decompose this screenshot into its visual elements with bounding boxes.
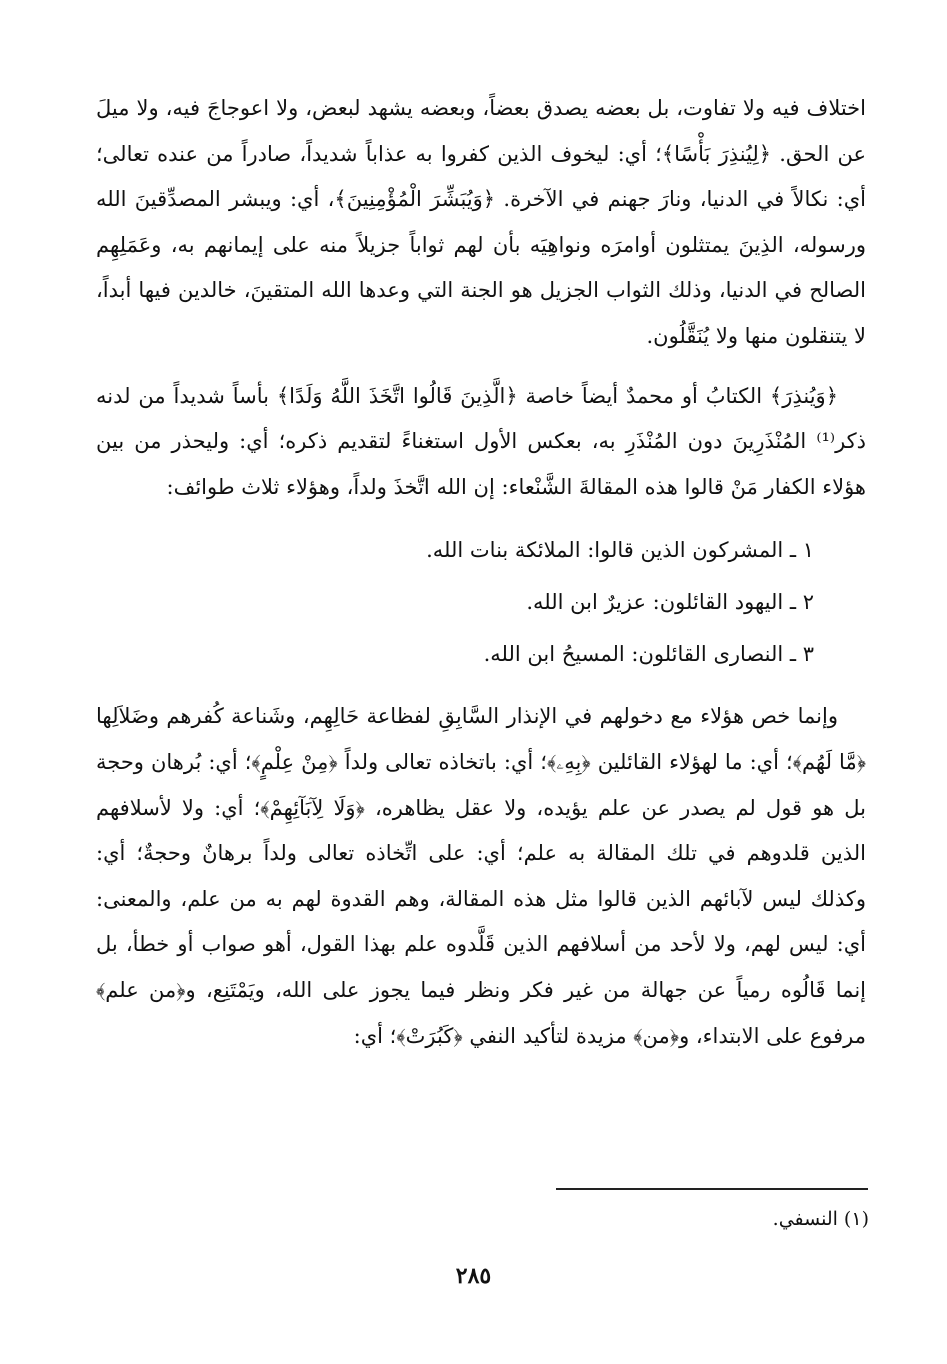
footnote: (١) النسفي. <box>772 1208 869 1230</box>
paragraph-2: ﴿وَيُنذِرَ﴾ الكتابُ أو محمدٌ أيضاً خاصة ﴿الَّذِينَ قَالُوا اتَّخَذَ اللَّهُ وَلَدًا﴾ بأساً شديداً من لدنه ذكر⁽¹⁾ المُنْذَرِينَ دون المُنْذَرِ به، بعكس الأول استغناءً لتقديم ذكره؛ أي: وليحذر من بين هؤلاء الكفار مَنْ قالوا هذه المقالةَ الشَّنْعاء: إن الله اتَّخذَ ولداً، وهؤلاء ثلاث طوائف: <box>96 383 866 499</box>
list-item: ١ ـ المشركون الذين قالوا: الملائكة بنات الله. <box>426 538 814 563</box>
footnote-divider <box>556 1188 868 1190</box>
list-item: ٣ ـ النصارى القائلون: المسيحُ ابن الله. <box>483 642 814 667</box>
paragraph-1: اختلاف فيه ولا تفاوت، بل بعضه يصدق بعضاً، وبعضه يشهد لبعض، ولا اعوجاجَ فيه، ولا ميلَ عن الحق. ﴿لِيُنذِرَ بَأْسًا﴾؛ أي: ليخوف الذين كفروا به عذاباً شديداً، صادراً من عنده تعالى؛ أي: نكالاً في الدنيا، ونارَ جهنم في الآخرة. ﴿وَيُبَشِّرَ الْمُؤْمِنِينَ﴾، أي: ويبشر المصدِّقينَ الله ورسوله، الذِينَ يمتثلون أوامرَه ونواهِيَه بأن لهم ثواباً جزيلاً منه على إيمانهم به، وعَمَلِهِم الصالح في الدنيا، وذلك الثواب الجزيل هو الجنة التي وعدها الله المتقينَ، خالدين فيها أبداً، لا يتنقلون منها ولا يُنَقَّلُون. <box>96 96 866 348</box>
page-number: ٢٨٥ <box>455 1263 492 1289</box>
sects-list <box>96 524 866 680</box>
list-item: ٢ ـ اليهود القائلون: عزيرٌ ابن الله. <box>526 590 814 615</box>
paragraph-3: وإنما خص هؤلاء مع دخولهم في الإنذار السَّابِقِ لفظاعة حَالِهِم، وشَناعة كُفرهم وضَلاَلِها ﴿مَّا لَهُم﴾؛ أي: ما لهؤلاء القائلين ﴿بِهِۦ﴾؛ أي: باتخاذه تعالى ولداً ﴿مِنْ عِلْمٍ﴾؛ أي: بُرهان وحجة بل هو قول لم يصدر عن علم يؤيده، ولا عقل يظاهره، ﴿وَلَا لِآبَآئِهِمْ﴾؛ أي: ولا لأسلافهم الذين قلدوهم في تلك المقالة به علم؛ أي: على اتِّخاذه تعالى ولداً برهانٌ وحجةٌ؛ أي: وكذلك ليس لآبائهم الذين قالوا مثل هذه المقالة، وهم القدوة لهم به من علم، والمعنى: أي: ليس لهم، ولا لأحد من أسلافهم الذين قَلَّدوه علم بهذا القول، أهو صواب أو خطأ، بل إنما قَالُوه رمياً عن جهالة من غير فكر ونظر فيما يجوز على الله، ويَمْتَنِع، و﴿من علم﴾ مرفوع على الابتداء، و﴿من﴾ مزيدة لتأكيد النفي ﴿كَبُرَتْ﴾؛ أي: <box>96 704 866 1048</box>
page-body <box>96 86 866 1059</box>
